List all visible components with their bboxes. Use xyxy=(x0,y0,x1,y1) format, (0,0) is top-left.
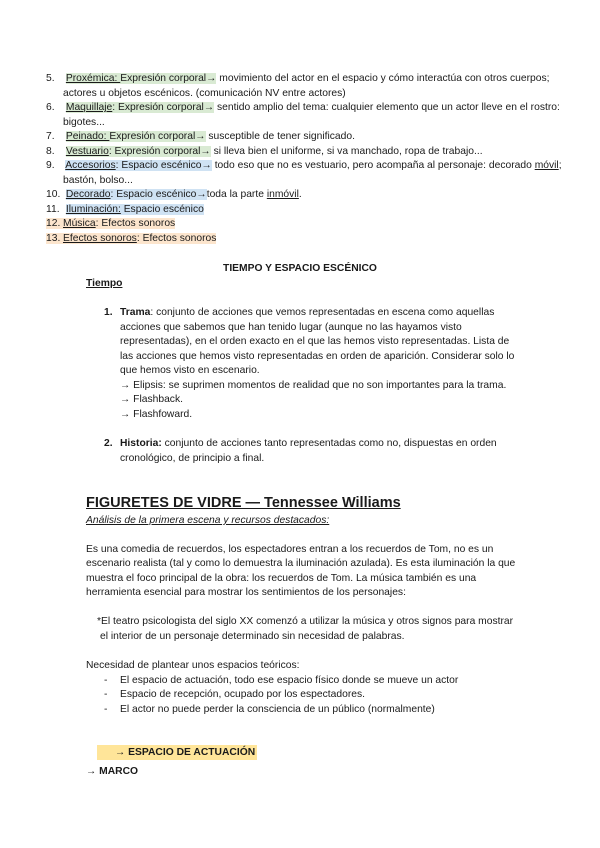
paragraph-line-2: escenario realista (tal y como lo demuestra la iluminación azulada). Es esta iluminación la que xyxy=(86,558,516,569)
list-item-6-cont: bigotes... xyxy=(63,117,105,128)
historia-line-1: Historia: conjunto de acciones tanto representadas como no, dispuestas en orden xyxy=(120,438,497,449)
espacios-item-3: El actor no puede perder la consciencia de un público (normalmente) xyxy=(120,704,435,715)
flashfoward-line: → Flashfoward. xyxy=(120,409,193,420)
list-item-11: 11. Iluminación: Espacio escénico xyxy=(46,204,204,215)
play-title: FIGURETES DE VIDRE — Tennessee Williams xyxy=(86,495,401,511)
bullet-dash: - xyxy=(104,675,108,686)
list-item-9: 9. Accesorios: Espacio escénico→ todo eso que no es vestuario, pero acompaña al personaje: decorado móvil; xyxy=(46,160,562,171)
list-item-10: 10. Decorado: Espacio escénico→toda la parte inmóvil. xyxy=(46,189,302,200)
espacios-item-1: El espacio de actuación, todo ese espacio físico donde se mueve un actor xyxy=(120,675,459,686)
historia-number: 2. xyxy=(104,438,113,449)
trama-number: 1. xyxy=(104,307,113,318)
paragraph-line-1: Es una comedia de recuerdos, los espectadores entran a los recuerdos de Tom, no es un xyxy=(86,544,494,555)
trama-line-4: las acciones que hemos visto representadas en orden de aparición. Considerar solo lo xyxy=(120,351,515,362)
bullet-dash: - xyxy=(104,704,108,715)
flashback-line: → Flashback. xyxy=(120,394,183,405)
elipsis-line: → Elipsis: se suprimen momentos de realidad que no son importantes para la trama. xyxy=(120,380,507,391)
trama-line-3: representadas), en el orden exacto en el que las hemos visto representadas. Lista de xyxy=(120,336,510,347)
espacios-item-2: Espacio de recepción, ocupado por los espectadores. xyxy=(120,689,365,700)
list-item-5: 5. Proxémica: Expresión corporal→ movimiento del actor en el espacio y cómo interactúa con otros cuerpos; xyxy=(46,73,550,84)
historia-line-2: cronológico, de principio a final. xyxy=(120,453,265,464)
list-item-8: 8. Vestuario: Expresión corporal→ si lleva bien el uniforme, si va manchado, ropa de trabajo... xyxy=(46,146,483,157)
trama-line-1: Trama: conjunto de acciones que vemos representadas en escena como aquellas xyxy=(120,307,495,318)
paragraph-line-3: muestra el foco principal de la obra: los recuerdos de Tom. La música también es una xyxy=(86,573,477,584)
trama-line-5: que hemos visto en escenario. xyxy=(120,365,260,376)
list-item-13: 13. Efectos sonoros: Efectos sonoros xyxy=(46,233,217,244)
list-item-12: 12. Música: Efectos sonoros xyxy=(46,218,176,229)
espacio-actuacion-heading: → ESPACIO DE ACTUACIÓN xyxy=(97,745,257,760)
espacios-intro: Necesidad de plantear unos espacios teóricos: xyxy=(86,660,300,671)
quote-line-1: *El teatro psicologista del siglo XX comenzó a utilizar la música y otros signos para mostrar xyxy=(97,616,514,627)
marco-heading: → MARCO xyxy=(86,766,139,777)
play-subtitle: Análisis de la primera escena y recursos destacados: xyxy=(86,515,330,526)
quote-line-2: el interior de un personaje determinado sin necesidad de palabras. xyxy=(100,631,405,642)
paragraph-line-4: herramienta esencial para mostrar los sentimientos de los personajes: xyxy=(86,587,406,598)
trama-line-2: acciones que sabemos que han tenido lugar (aunque no las hayamos visto xyxy=(120,322,462,333)
list-item-5-cont: actores u objetos escénicos. (comunicación NV entre actores) xyxy=(63,88,346,99)
tiempo-heading: Tiempo xyxy=(86,278,123,289)
section-title: TIEMPO Y ESPACIO ESCÉNICO xyxy=(223,263,377,274)
bullet-dash: - xyxy=(104,689,108,700)
list-item-6: 6. Maquillaje: Expresión corporal→ sentido amplio del tema: cualquier elemento que un actor lleve en el rostro: xyxy=(46,102,560,113)
list-item-9-cont: bastón, bolso... xyxy=(63,175,133,186)
list-item-7: 7. Peinado: Expresión corporal→ susceptible de tener significado. xyxy=(46,131,355,142)
